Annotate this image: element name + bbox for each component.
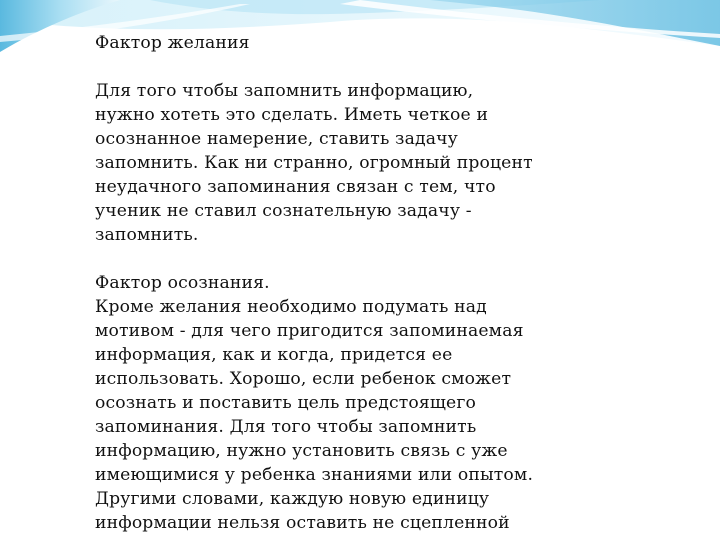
paragraph-line: Кроме желания необходимо подумать над	[95, 297, 487, 317]
section-heading-awareness: Фактор осознания.	[95, 273, 270, 293]
paragraph-line: запоминания. Для того чтобы запомнить	[95, 417, 477, 437]
paragraph-line: осознанное намерение, ставить задачу	[95, 129, 458, 149]
paragraph-line: информацию, нужно установить связь с уже	[95, 441, 508, 461]
paragraph-line: Другими словами, каждую новую единицу	[95, 489, 490, 509]
slide-text-body	[95, 31, 655, 535]
paragraph-line: ученик не ставил сознательную задачу -	[95, 201, 472, 221]
paragraph-line: Для того чтобы запомнить информацию,	[95, 81, 474, 101]
paragraph-line: информации нельзя оставить не сцепленной	[95, 513, 510, 533]
paragraph-line: запомнить. Как ни странно, огромный процент	[95, 153, 533, 173]
paragraph-line: нужно хотеть это сделать. Иметь четкое и	[95, 105, 489, 125]
section-heading-desire: Фактор желания	[95, 33, 250, 53]
paragraph-line: мотивом - для чего пригодится запоминаемая	[95, 321, 524, 341]
paragraph-line: запомнить.	[95, 225, 199, 245]
paragraph-line: имеющимися у ребенка знаниями или опытом.	[95, 465, 534, 485]
paragraph-line: осознать и поставить цель предстоящего	[95, 393, 476, 413]
paragraph-gap	[95, 247, 655, 271]
paragraph-line: использовать. Хорошо, если ребенок сможет	[95, 369, 512, 389]
paragraph-gap	[95, 55, 655, 79]
paragraph-line: неудачного запоминания связан с тем, что	[95, 177, 496, 197]
paragraph-line: информация, как и когда, придется ее	[95, 345, 453, 365]
